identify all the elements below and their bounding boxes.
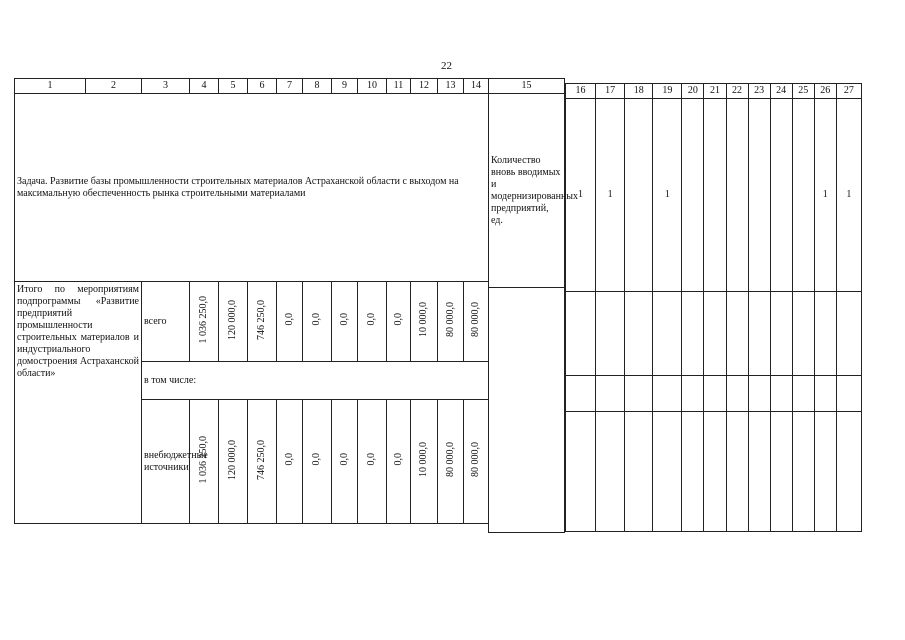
including-label: в том числе: [142, 362, 489, 400]
indicator-marks-row [566, 99, 862, 292]
column-number: 2 [86, 79, 142, 94]
column-number-row [566, 84, 862, 99]
column-number: 10 [358, 79, 387, 94]
value-cell [190, 400, 219, 524]
totals-label: Итого по мероприятиям подпрограммы «Развитие предприятий промышленности строительных материалов и индустриального домостроения Астраханской области» [15, 282, 142, 524]
value-text: 120 000,0 [227, 439, 238, 480]
column-number: 11 [387, 79, 411, 94]
value-text: 1 036 250,0 [198, 435, 209, 484]
column-number: 25 [792, 84, 814, 99]
row-label-extrabudget: внебюджетные источники [142, 400, 190, 524]
program-table-left [14, 78, 489, 524]
task-text: Задача. Развитие базы промышленности строительных материалов Астраханской области с выходом на максимальную обеспеченность рынка строительными материалами [15, 94, 489, 282]
empty-row [566, 412, 862, 532]
column-number: 14 [464, 79, 489, 94]
value-text: 10 000,0 [418, 442, 429, 477]
row-label-all: всего [142, 282, 190, 362]
value-cell [438, 400, 464, 524]
indicator-column [488, 78, 579, 533]
value-cell [332, 282, 358, 362]
value-cell [387, 400, 411, 524]
column-number: 16 [566, 84, 596, 99]
column-number: 3 [142, 79, 190, 94]
value-cell [387, 282, 411, 362]
value-text: 80 000,0 [470, 302, 481, 337]
value-cell [464, 282, 489, 362]
column-number: 24 [770, 84, 792, 99]
value-cell [411, 282, 438, 362]
empty-cell [489, 288, 565, 533]
value-cell [303, 400, 332, 524]
value-text: 10 000,0 [418, 302, 429, 337]
value-text: 0,0 [338, 313, 350, 326]
column-number: 19 [653, 84, 682, 99]
value-text: 746 250,0 [256, 299, 267, 340]
program-table-right [565, 83, 862, 532]
column-number: 4 [190, 79, 219, 94]
value-cell [464, 400, 489, 524]
mark-cell [726, 99, 748, 292]
mark-cell: 1 [836, 99, 861, 292]
value-text: 80 000,0 [444, 302, 456, 337]
value-text: 1 036 250,0 [198, 295, 209, 344]
column-number: 17 [596, 84, 625, 99]
column-number: 8 [303, 79, 332, 94]
mark-cell: 1 [653, 99, 682, 292]
column-number: 22 [726, 84, 748, 99]
value-cell [277, 282, 303, 362]
value-cell [411, 400, 438, 524]
value-text: 0,0 [366, 313, 377, 326]
column-number: 12 [411, 79, 438, 94]
column-number: 21 [704, 84, 726, 99]
mark-cell: 1 [566, 99, 596, 292]
empty-row [566, 292, 862, 376]
mark-cell: 1 [596, 99, 625, 292]
column-number: 13 [438, 79, 464, 94]
column-number: 1 [15, 79, 86, 94]
column-number-row [15, 79, 489, 94]
column-number: 23 [748, 84, 770, 99]
value-text: 0,0 [392, 313, 404, 326]
page-number: 22 [441, 60, 452, 72]
column-number: 5 [219, 79, 248, 94]
value-cell [358, 282, 387, 362]
column-number: 26 [814, 84, 836, 99]
value-text: 0,0 [283, 453, 295, 466]
value-text: 120 000,0 [227, 299, 238, 340]
mark-cell [770, 99, 792, 292]
mark-cell [748, 99, 770, 292]
mark-cell [682, 99, 704, 292]
column-number: 9 [332, 79, 358, 94]
value-cell [332, 400, 358, 524]
value-text: 0,0 [283, 313, 295, 326]
mark-cell [704, 99, 726, 292]
value-cell [219, 400, 248, 524]
column-number: 15 [489, 79, 565, 94]
totals-row-all [15, 282, 489, 362]
column-number: 27 [836, 84, 861, 99]
column-number: 20 [682, 84, 704, 99]
mark-cell [625, 99, 653, 292]
column-number: 7 [277, 79, 303, 94]
indicator-text: Количество вновь вводимых и модернизированных предприятий, ед. [489, 94, 565, 288]
column-number: 18 [625, 84, 653, 99]
value-cell [219, 282, 248, 362]
empty-row [566, 376, 862, 412]
value-cell [303, 282, 332, 362]
value-cell [358, 400, 387, 524]
value-text: 0,0 [311, 313, 322, 326]
value-text: 80 000,0 [470, 442, 481, 477]
value-cell [277, 400, 303, 524]
value-text: 80 000,0 [444, 442, 456, 477]
value-cell [248, 282, 277, 362]
task-row [15, 94, 489, 282]
value-cell [248, 400, 277, 524]
value-text: 0,0 [392, 453, 404, 466]
value-text: 746 250,0 [256, 439, 267, 480]
value-text: 0,0 [366, 453, 377, 466]
value-text: 0,0 [311, 453, 322, 466]
value-cell [190, 282, 219, 362]
value-text: 0,0 [338, 453, 350, 466]
value-cell [438, 282, 464, 362]
column-number: 6 [248, 79, 277, 94]
mark-cell: 1 [814, 99, 836, 292]
mark-cell [792, 99, 814, 292]
